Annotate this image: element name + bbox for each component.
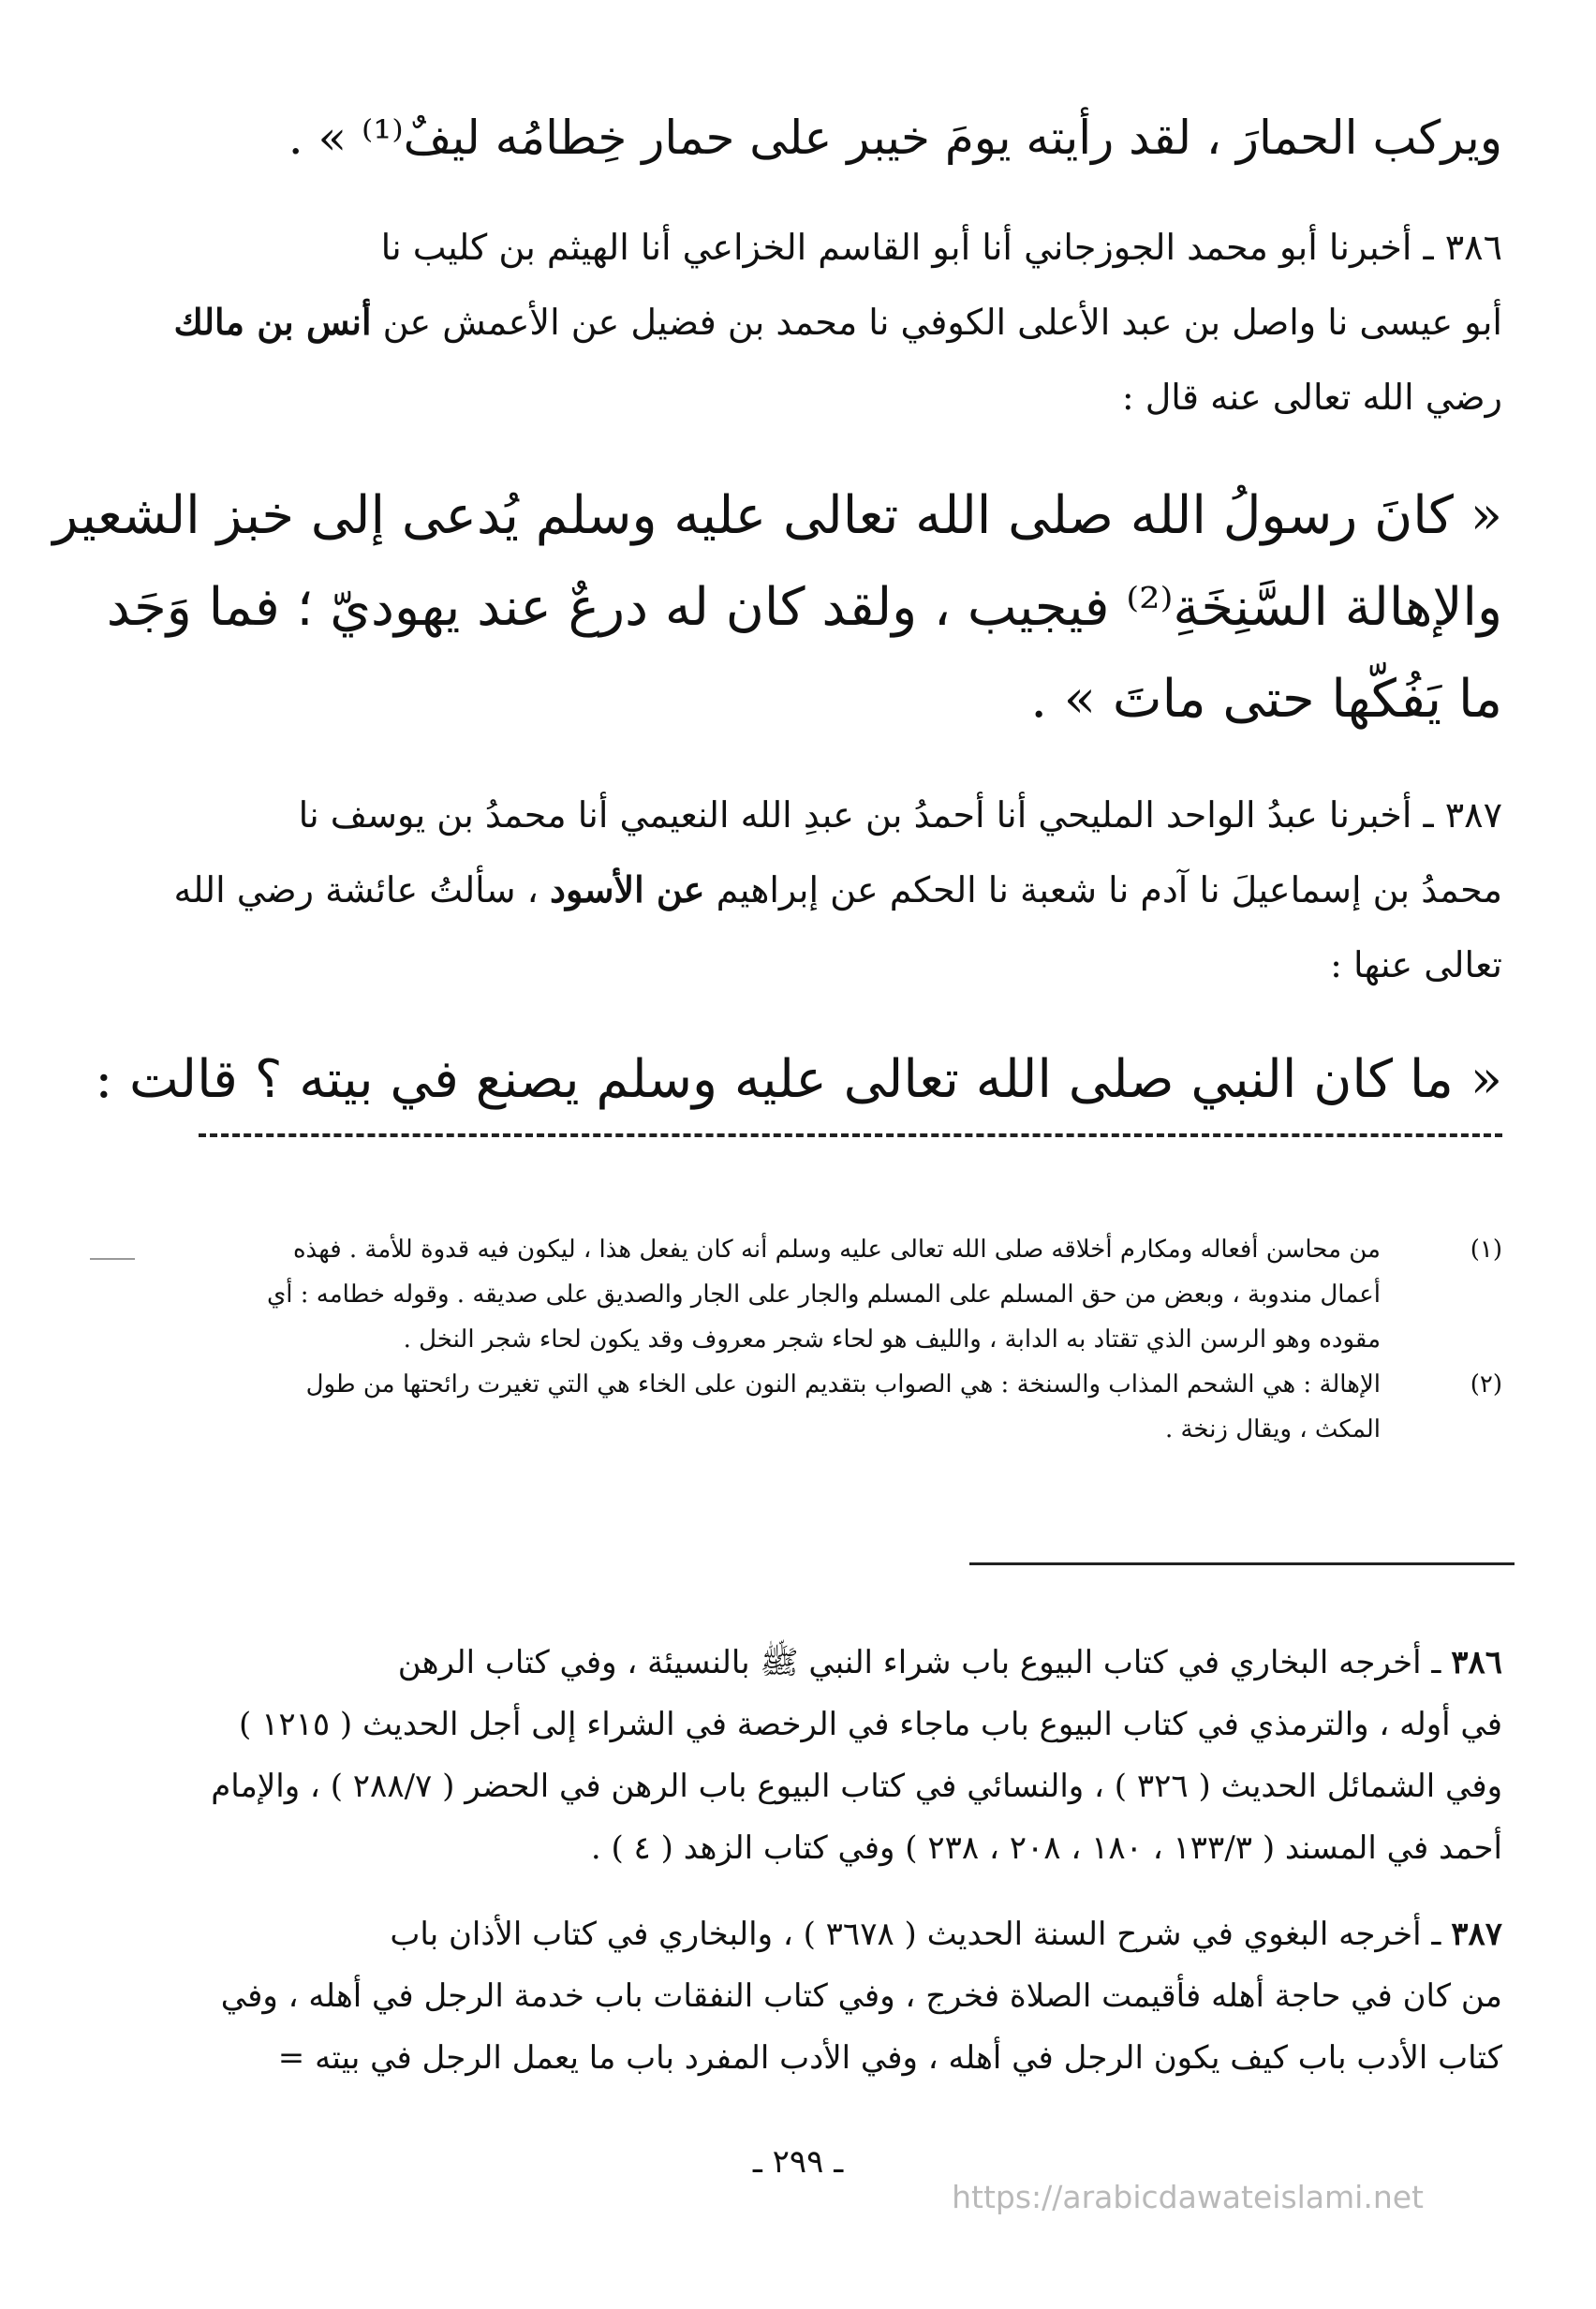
- isnad-387-line-3: تعالى عنها :: [1330, 944, 1502, 985]
- footnote-2-line-2: المكث ، ويقال زنخة .: [1164, 1415, 1381, 1443]
- footnote-1-line-2: أعمال مندوبة ، وبعض من حق المسلم على المسلم والجار على الجار والصديق على صديقه . وقوله خطامه : أي: [266, 1280, 1381, 1309]
- takhrij-386-line-4: أحمد في المسند ( ١٣٣/٣ ، ١٨٠ ، ٢٠٨ ، ٢٣٨ ) وفي كتاب الزهد ( ٤ ) .: [590, 1829, 1502, 1867]
- isnad-387-line-2-a: محمدُ بن إسماعيلَ نا آدم نا شعبة نا الحكم عن إبراهيم: [716, 869, 1502, 910]
- watermark-url[interactable]: https://arabicdawateislami.net: [952, 2179, 1424, 2215]
- takhrij-387: [199, 1903, 1502, 2089]
- section-rule: [969, 1562, 1515, 1565]
- matn-386-line-1: « كانَ رسولُ الله صلى الله تعالى عليه وسلم يُدعى إلى خبز الشعير: [52, 485, 1502, 546]
- footnote-2-line-1: الإهالة : هي الشحم المذاب والسنخة : هي الصواب بتقديم النون على الخاء هي التي تغيرت رائحتها من طول: [305, 1370, 1381, 1399]
- hadith-387-isnad: [173, 777, 1502, 1002]
- page-number: ـ ٢٩٩ ـ: [752, 2143, 844, 2181]
- takhrij-386-number: ٣٨٦: [1451, 1644, 1502, 1681]
- takhrij-386-line-2: في أوله ، والترمذي في كتاب البيوع باب ماجاء في الرخصة في الشراء إلى أجل الحديث ( ١٢١٥ ): [238, 1706, 1502, 1743]
- isnad-387-narrator: عن الأسود: [550, 868, 705, 910]
- takhrij-387-line-1-text: ـ أخرجه البغوي في شرح السنة الحديث ( ٣٦٧٨ ) ، والبخاري في كتاب الأذان باب: [390, 1916, 1441, 1953]
- isnad-386-narrator: أنس بن مالك: [173, 301, 372, 343]
- footnote-2-number: (٢): [1470, 1370, 1502, 1399]
- isnad-386-line-1: ٣٨٦ ـ أخبرنا أبو محمد الجوزجاني أنا أبو القاسم الخزاعي أنا الهيثم بن كليب نا: [380, 227, 1502, 268]
- footnote-1-line-3: مقوده وهو الرسن الذي تقتاد به الدابة ، والليف هو لحاء شجر معروف وقد يكون لحاء شجر النخل .: [403, 1325, 1381, 1354]
- footnote-2: [199, 1362, 1502, 1452]
- takhrij-387-number: ٣٨٧: [1451, 1916, 1502, 1953]
- isnad-386-line-2-text: أبو عيسى نا واصل بن عبد الأعلى الكوفي نا محمد بن فضيل عن الأعمش عن: [382, 302, 1502, 343]
- top-line-text: ويركب الحمارَ ، لقد رأيته يومَ خيبر على حمار خِطامُه ليفٌ⁽¹⁾ » .: [288, 111, 1502, 165]
- hadith-386-matn: [52, 470, 1502, 746]
- footnotes: [199, 1227, 1502, 1452]
- isnad-387-line-1: ٣٨٧ ـ أخبرنا عبدُ الواحد المليحي أنا أحمدُ بن عبدِ الله النعيمي أنا محمدُ بن يوسف نا: [298, 794, 1502, 836]
- isnad-386-line-2: [173, 285, 1502, 360]
- takhrij-387-line-3: كتاب الأدب باب كيف يكون الرجل في أهله ، وفي الأدب المفرد باب ما يعمل الرجل في بيته =: [277, 2039, 1502, 2077]
- isnad-387-line-2-b: ، سألتُ عائشة رضي الله: [173, 869, 539, 910]
- takhrij-387-line-2: من كان في حاجة أهله فأقيمت الصلاة فخرج ، وفي كتاب النفقات باب خدمة الرجل في أهله ، وفي: [220, 1977, 1502, 2015]
- hadith-386-isnad: [173, 210, 1502, 435]
- takhrij-notes: [199, 1632, 1502, 2113]
- footnote-1-line-1: من محاسن أفعاله ومكارم أخلاقه صلى الله تعالى عليه وسلم أنه كان يفعل هذا ، ليكون فيه قدوة للأمة . فهذه: [292, 1236, 1381, 1264]
- matn-386-line-2: والإهالة السَّنِخَةِ⁽²⁾ فيجيب ، ولقد كان له درعٌ عند يهوديّ ؛ فما وَجَد: [106, 577, 1502, 638]
- top-continuation-line: [281, 105, 1502, 170]
- footnote-1: [199, 1227, 1502, 1362]
- footnote-1-number: (١): [1470, 1236, 1502, 1264]
- dashed-separator: [199, 1133, 1502, 1156]
- takhrij-386: [199, 1632, 1502, 1879]
- isnad-387-line-2: [173, 852, 1502, 927]
- hadith-387-matn: [95, 1038, 1502, 1122]
- matn-387-line-1: « ما كان النبي صلى الله تعالى عليه وسلم يصنع في بيته ؟ قالت :: [95, 1049, 1502, 1110]
- matn-386-line-3: ما يَفُكّها حتى ماتَ » .: [1030, 669, 1502, 730]
- margin-mark: [90, 1258, 135, 1260]
- takhrij-386-line-1: [199, 1632, 1502, 1694]
- takhrij-386-line-1-text: ـ أخرجه البخاري في كتاب البيوع باب شراء النبي ﷺ بالنسيئة ، وفي كتاب الرهن: [397, 1644, 1441, 1681]
- takhrij-386-line-3: وفي الشمائل الحديث ( ٣٢٦ ) ، والنسائي في كتاب البيوع باب الرهن في الحضر ( ٢٨٨/٧ ) ، والإمام: [211, 1768, 1502, 1805]
- isnad-386-line-3: رضي الله تعالى عنه قال :: [1121, 377, 1502, 418]
- takhrij-387-line-1: [199, 1903, 1502, 1965]
